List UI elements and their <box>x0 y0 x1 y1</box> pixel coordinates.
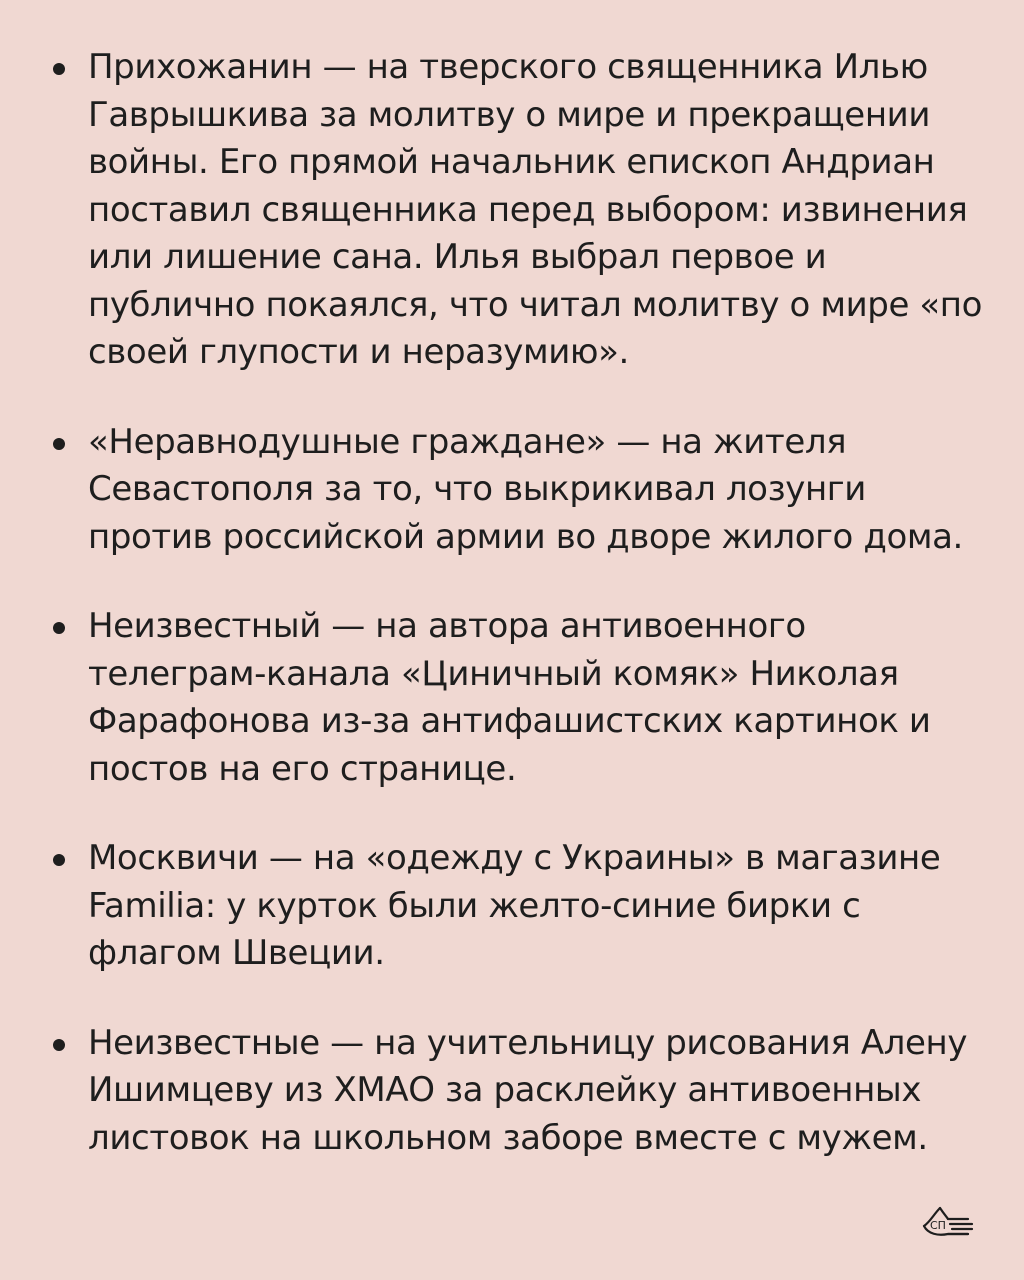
item-text: «Неравнодушные граждане» — на жителя Севастополя за то, что выкрикивал лозунги против российской армии во дворе жилого дома. <box>88 421 963 557</box>
item-text: Неизвестный — на автора антивоенного телеграм-канала «Циничный комяк» Николая Фарафонова из-за антифашистских картинок и постов на его странице. <box>88 606 931 789</box>
list-item <box>50 44 990 377</box>
item-text: Москвичи — на «одежду с Украины» в магазине Familia: у курток были желто-синие бирки с флагом Швеции. <box>88 838 941 973</box>
list-item <box>50 603 990 793</box>
item-text: Прихожанин — на тверского священника Илью Гаврышкива за молитву о мире и прекращении войны. Его прямой начальник епископ Андриан поставил священника перед выбором: извинения или лишение сана. Илья выбрал первое и публично покаялся, что читал молитву о мире «по своей глупости и неразумию». <box>88 47 983 372</box>
bullet-icon <box>53 854 65 866</box>
bullet-list <box>50 44 990 1204</box>
list-item <box>50 835 990 978</box>
hand-icon <box>918 1196 976 1240</box>
bullet-icon <box>53 622 65 634</box>
list-item <box>50 1020 990 1163</box>
list-item <box>50 419 990 562</box>
bullet-icon <box>53 438 65 450</box>
bullet-icon <box>53 1039 65 1051</box>
logo-text: СП <box>930 1219 946 1232</box>
item-text: Неизвестные — на учительницу рисования Алену Ишимцеву из ХМАО за расклейку антивоенных листовок на школьном заборе вместе с мужем. <box>88 1022 968 1158</box>
bullet-icon <box>53 63 65 75</box>
